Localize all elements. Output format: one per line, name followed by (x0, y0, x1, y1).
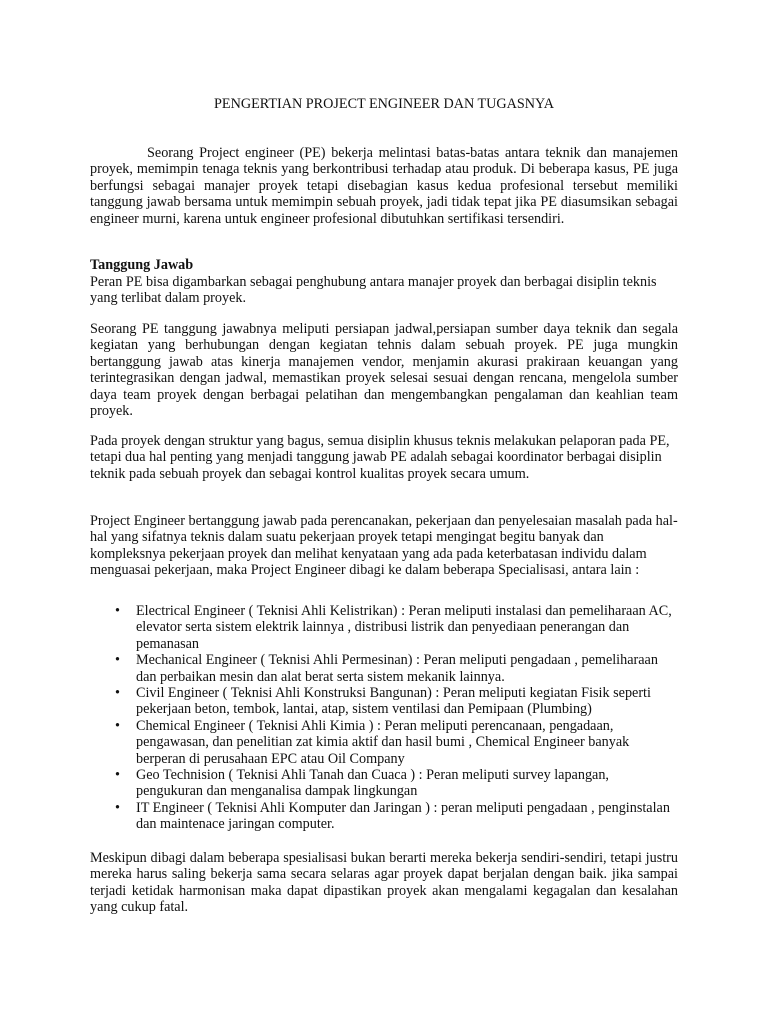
list-item (90, 603, 676, 652)
bullet-icon: • (115, 685, 120, 702)
paragraph-1: Peran PE bisa digambarkan sebagai penghubung antara manajer proyek dan berbagai disiplin teknis yang terlibat dalam proyek. (90, 274, 657, 307)
list-item-text: Mechanical Engineer ( Teknisi Ahli Permesinan) : Peran meliputi pengadaan , pemeliharaan dan perbaikan mesin dan alat berat serta sistem mekanik lainnya. (136, 652, 658, 685)
document-title: PENGERTIAN PROJECT ENGINEER DAN TUGASNYA (214, 96, 554, 112)
conclusion-paragraph: Meskipun dibagi dalam beberapa spesialisasi bukan berarti mereka bekerja sendiri-sendiri, tetapi justru mereka harus saling bekerja sama secara selaras agar proyek dapat berjalan dengan baik. jika sampai terjadi ketidak harmonisan maka dapat dipastikan proyek akan mengalami kegagalan dan kesalahan yang cukup fatal. (90, 850, 678, 916)
specialization-list (90, 603, 678, 833)
section-heading: Tanggung Jawab (90, 257, 194, 273)
paragraph-4: Project Engineer bertanggung jawab pada perencanakan, pekerjaan dan penyelesaian masalah pada hal-hal yang sifatnya teknis dalam suatu pekerjaan proyek tetapi mengingat begitu banyak dan kompleksnya pekerjaan proyek dan melihat kenyataan yang ada pada keterbatasan individu dalam menguasai pekerjaan, maka Project Engineer dibagi ke dalam beberapa Specialisasi, antara lain : (90, 513, 678, 579)
paragraph-3: Pada proyek dengan struktur yang bagus, semua disiplin khusus teknis melakukan pelaporan pada PE, tetapi dua hal penting yang menjadi tanggung jawab PE adalah sebagai koordinator berbagai disiplin teknik pada sebuah proyek dan sebagai kontrol kualitas proyek secara umum. (90, 433, 670, 482)
bullet-icon: • (115, 652, 120, 669)
bullet-icon: • (115, 603, 120, 619)
list-item-text: Geo Technision ( Teknisi Ahli Tanah dan Cuaca ) : Peran meliputi survey lapangan, pengukuran dan menganalisa dampak lingkungan (136, 767, 609, 800)
list-item (90, 718, 676, 767)
list-item (90, 685, 676, 718)
list-item-text: Chemical Engineer ( Teknisi Ahli Kimia ) : Peran meliputi perencanaan, pengadaan, pengawasan, dan penelitian zat kimia aktif dan hasil bumi , Chemical Engineer banyak berperan di perusahaan EPC atau Oil Company (136, 717, 630, 767)
bullet-icon: • (115, 799, 120, 816)
list-item-text: IT Engineer ( Teknisi Ahli Komputer dan Jaringan ) : peran meliputi pengadaan , penginstalan dan maintenace jaringan computer. (136, 799, 670, 833)
list-item (90, 767, 676, 800)
bullet-icon: • (115, 767, 120, 784)
list-item (90, 652, 676, 685)
list-item-text: Civil Engineer ( Teknisi Ahli Konstruksi Bangunan) : Peran meliputi kegiatan Fisik seperti pekerjaan beton, tembok, lantai, atap, sistem ventilasi dan Pemipaan (Plumbing) (136, 685, 651, 718)
list-item-text: Electrical Engineer ( Teknisi Ahli Kelistrikan) : Peran meliputi instalasi dan pemeliharaan AC, elevator serta sistem elektrik lainnya , distribusi listrik dan penyediaan penerangan dan pemanasan (136, 603, 672, 652)
paragraph-2: Seorang PE tanggung jawabnya meliputi persiapan jadwal,persiapan sumber daya teknik dan segala kegiatan yang berhubungan dengan kegiatan tehnis dalam sebuah proyek. PE juga mungkin bertanggung jawab atas kinerja manajemen vendor, menjamin akurasi prakiraan keuangan yang terintegrasikan dengan jadwal, memastikan proyek selesai sesuai dengan rencana, mengelola sumber daya team proyek dengan berbagai pelatihan dan mengembangkan pengalaman dan keahlian team proyek. (90, 321, 678, 420)
list-item (90, 800, 676, 833)
intro-paragraph: Seorang Project engineer (PE) bekerja melintasi batas-batas antara teknik dan manajemen proyek, memimpin tenaga teknis yang berkontribusi terhadap atau produk. Di beberapa kasus, PE juga berfungsi sebagai manajer proyek tetapi disebagian kasus kedua profesional tersebut memiliki tanggung jawab bersama untuk memimpin sebuah proyek, jadi tidak tepat jika PE diasumsikan sebagai engineer murni, karena untuk engineer profesional dibutuhkan sertifikasi tersendiri. (90, 145, 678, 227)
document-page (90, 0, 678, 1024)
bullet-icon: • (115, 717, 120, 734)
